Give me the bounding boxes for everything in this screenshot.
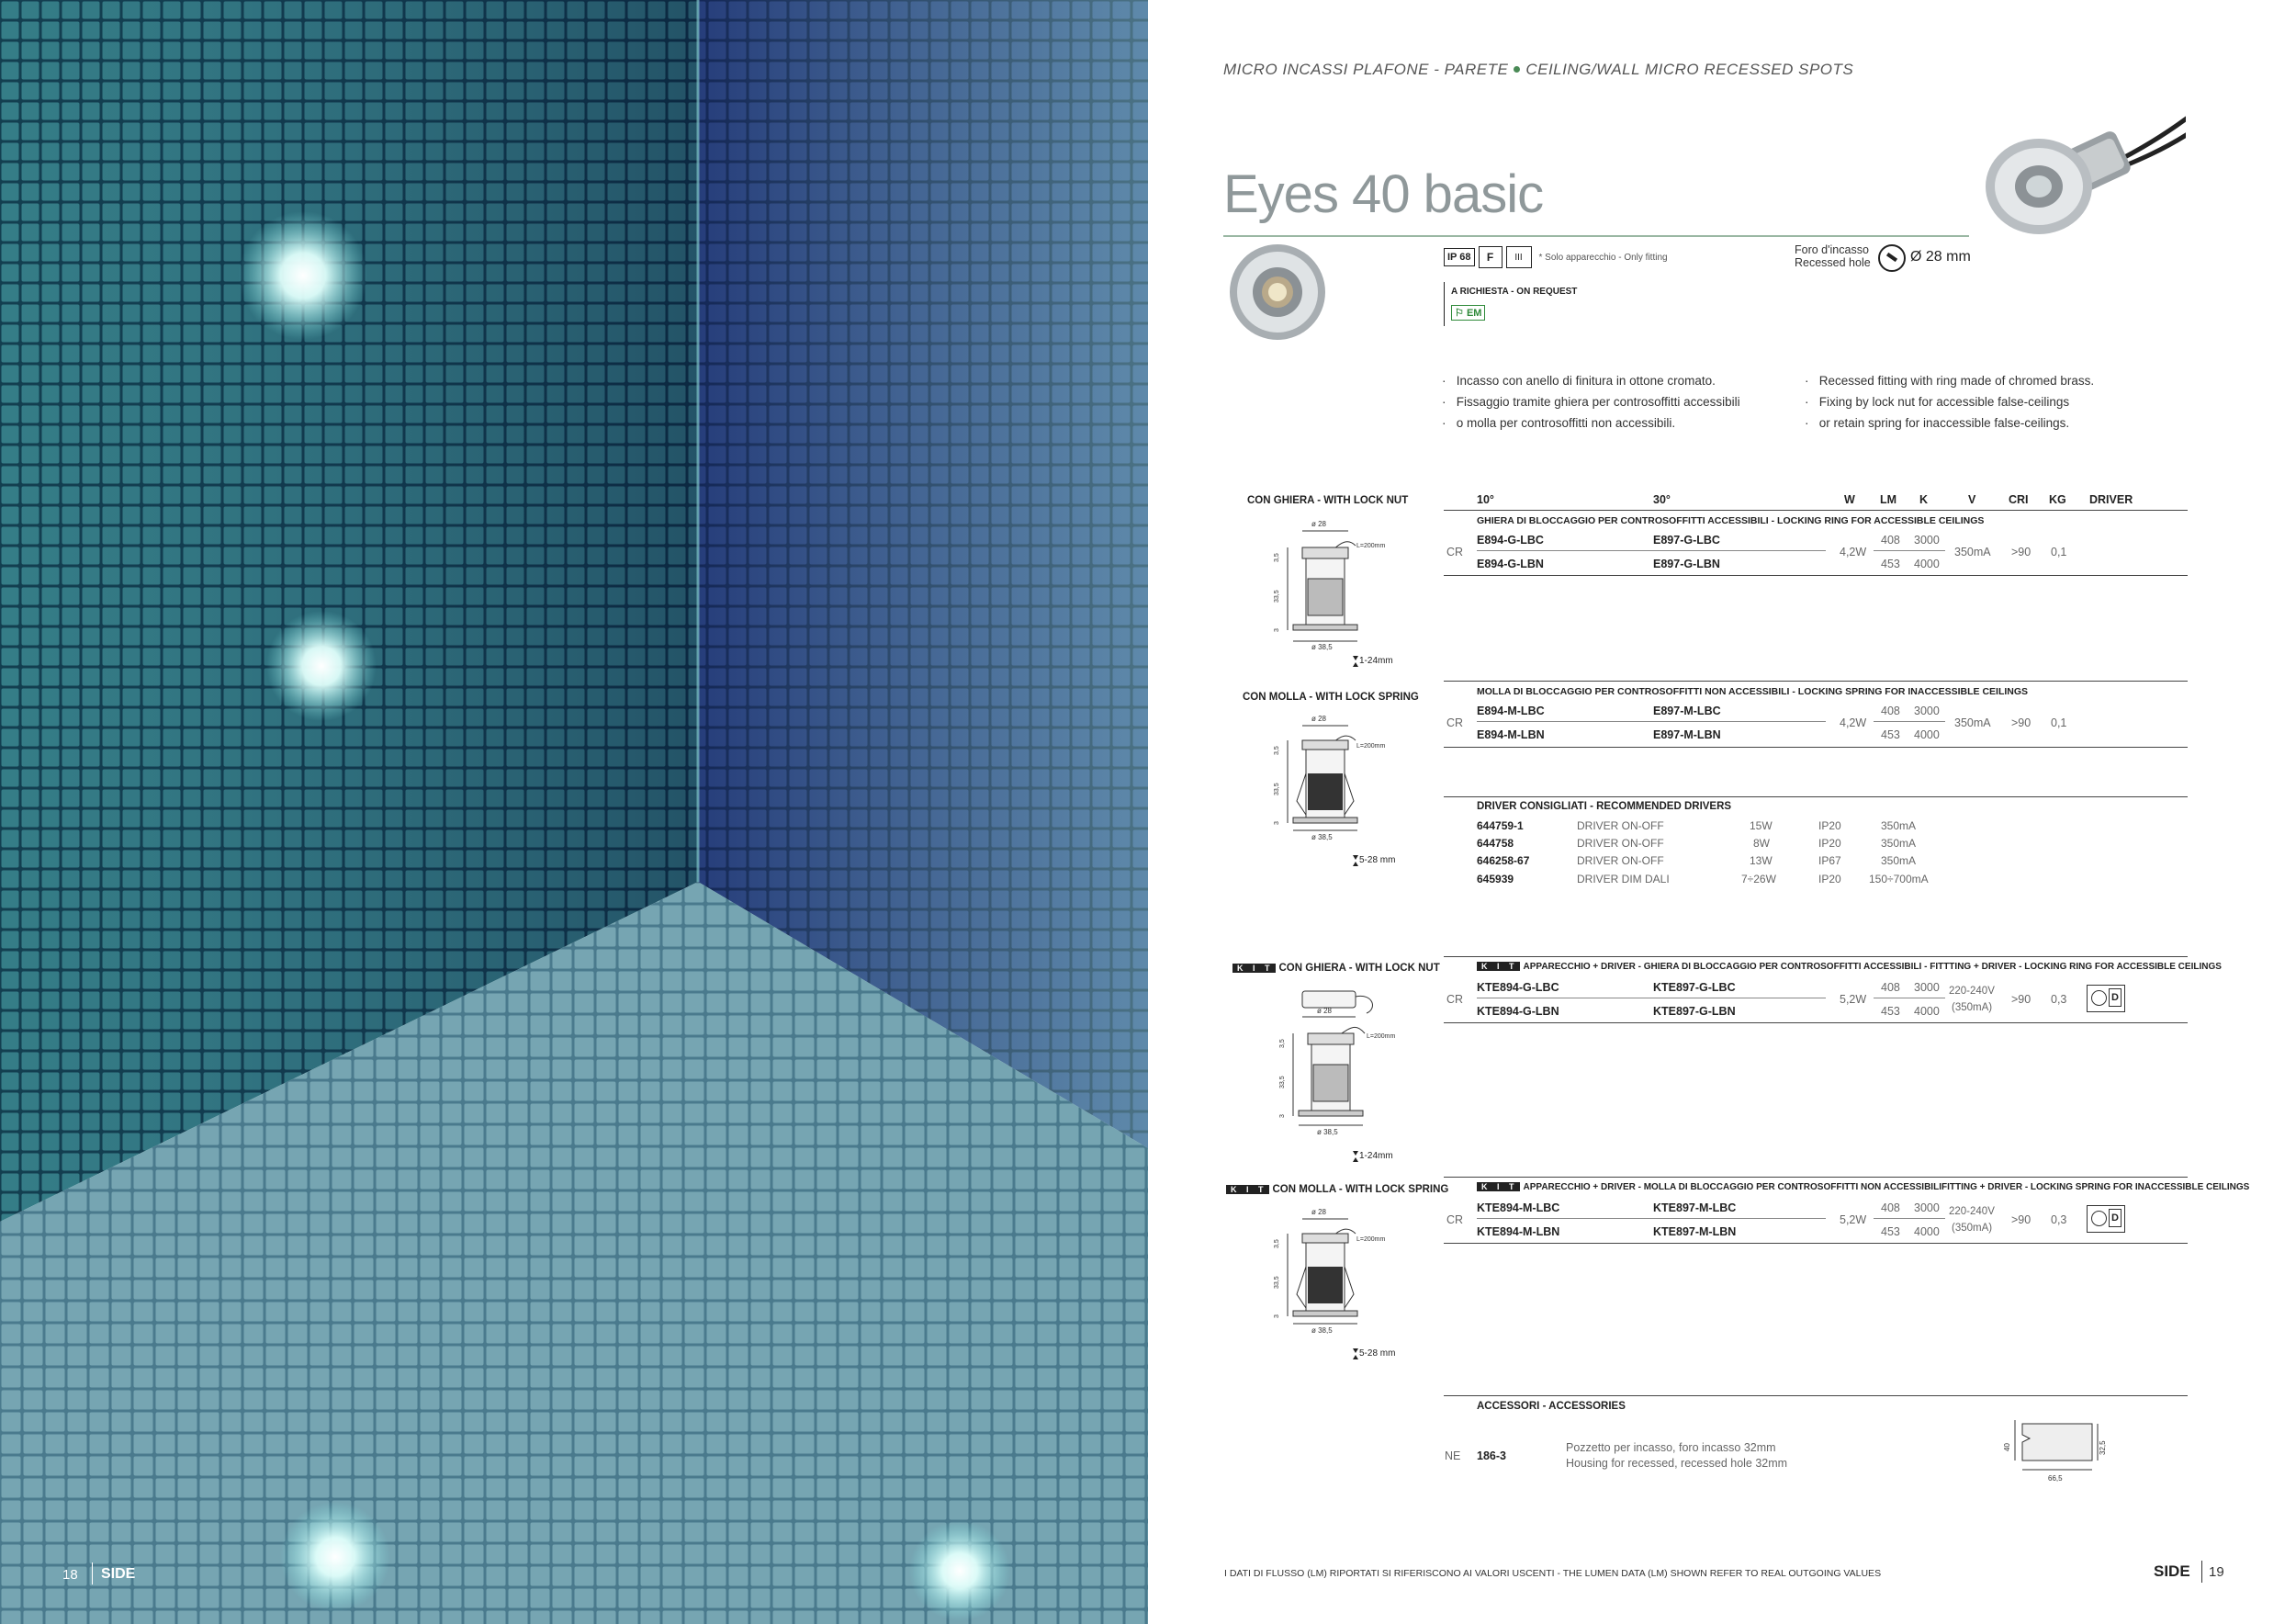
- section-caption: [1477, 962, 2222, 972]
- row-rule: [1477, 550, 1826, 551]
- range-arrow-icon: [1353, 656, 1358, 667]
- driver-type: DRIVER ON-OFF: [1577, 837, 1664, 850]
- lumen: 453: [1881, 728, 1900, 741]
- dim-bottom: ø 38,5: [1311, 643, 1333, 651]
- kelvin: 3000: [1914, 981, 1940, 994]
- code-30: KTE897-G-LBC: [1653, 981, 1736, 994]
- driver-icon: [2087, 1205, 2125, 1233]
- code-10: KTE894-M-LBN: [1477, 1225, 1560, 1238]
- wattage: 5,2W: [1840, 993, 1867, 1006]
- range-label: 1-24mm: [1359, 1151, 1393, 1161]
- dim-cable: L=200mm: [1356, 743, 1386, 750]
- col-driver: DRIVER: [2089, 493, 2133, 506]
- hole-size: Ø 28 mm: [1910, 249, 1971, 265]
- lumen: 408: [1881, 534, 1900, 547]
- voltage: 220-240V: [1949, 1206, 1995, 1217]
- voltage: 220-240V: [1949, 986, 1995, 997]
- weight: 0,3: [2051, 1213, 2067, 1226]
- dim-cable: L=200mm: [1356, 1236, 1386, 1243]
- lm-rule: [1874, 721, 1945, 722]
- lumen-footnote: I DATI DI FLUSSO (LM) RIPORTATI SI RIFERISCONO AI VALORI USCENTI - THE LUMEN DATA (LM) SHOWN REFER TO REAL OUTGOING VALUES: [1224, 1568, 1882, 1579]
- voltage-current: (350mA): [1952, 1223, 1993, 1234]
- kit-badge: K I T: [1226, 1185, 1269, 1194]
- cri: >90: [2011, 716, 2032, 729]
- cri: >90: [2011, 1213, 2032, 1226]
- description-en: [1805, 370, 2094, 434]
- accessory-desc-en: Housing for recessed, recessed hole 32mm: [1566, 1457, 1788, 1470]
- driver-clock-icon: [2091, 990, 2107, 1006]
- code-30: E897-G-LBN: [1653, 558, 1720, 570]
- driver-type: DRIVER ON-OFF: [1577, 819, 1664, 832]
- code-30: E897-M-LBC: [1653, 705, 1721, 717]
- driver-type: DRIVER ON-OFF: [1577, 854, 1664, 867]
- right-brand: SIDE: [2154, 1562, 2190, 1580]
- em-label: EM: [1466, 308, 1482, 319]
- desc-it-line: · Fissaggio tramite ghiera per controsoffitti accessibili: [1442, 395, 1740, 409]
- dim-top: ø 28: [1311, 715, 1327, 723]
- request-bar: [1444, 282, 1445, 326]
- wattage: 5,2W: [1840, 1213, 1867, 1226]
- dim-h2: 33,5: [1274, 783, 1280, 795]
- driver-ip: IP20: [1818, 819, 1841, 832]
- accessories-top-rule: [1444, 1395, 2188, 1396]
- drivers-caption: DRIVER CONSIGLIATI - RECOMMENDED DRIVERS: [1477, 801, 1732, 812]
- driver-code: 644759-1: [1477, 819, 1524, 832]
- side-label: CON GHIERA - WITH LOCK NUT: [1247, 495, 1409, 506]
- code-30: E897-M-LBN: [1653, 728, 1721, 741]
- col-v: V: [1968, 493, 1976, 506]
- left-footer-divider: [92, 1562, 93, 1585]
- side-label: [1232, 963, 1440, 974]
- drill-bit-shape: [1886, 253, 1897, 262]
- code-30: KTE897-M-LBC: [1653, 1201, 1737, 1214]
- dim-cable: L=200mm: [1356, 543, 1386, 549]
- voltage: 350mA: [1954, 546, 1991, 558]
- driver-w: 13W: [1750, 854, 1773, 867]
- section-title-it: MICRO INCASSI PLAFONE - PARETE: [1223, 61, 1509, 78]
- code-10: KTE894-M-LBC: [1477, 1201, 1560, 1214]
- desc-en-line: · Fixing by lock nut for accessible false-ceilings: [1805, 395, 2070, 409]
- accessory-finish: NE: [1445, 1449, 1461, 1462]
- code-10: E894-M-LBN: [1477, 728, 1545, 741]
- code-10: E894-G-LBN: [1477, 558, 1544, 570]
- code-30: KTE897-M-LBN: [1653, 1225, 1737, 1238]
- hole-label-it: Foro d'incasso: [1795, 243, 1869, 256]
- section-caption-text: APPARECCHIO + DRIVER - GHIERA DI BLOCCAGGIO PER CONTROSOFFITTI ACCESSIBILI - FITTTING + DRIVER - LOCKING RING FOR ACCESSIBLE CEILINGS: [1523, 962, 2222, 972]
- driver-d-icon: D: [2109, 1209, 2122, 1227]
- col-cri: CRI: [2009, 493, 2029, 506]
- dim-h1: 3,5: [1274, 1239, 1280, 1248]
- driver-code: 645939: [1477, 873, 1514, 885]
- side-label-text: CON GHIERA - WITH LOCK NUT: [1278, 963, 1440, 974]
- code-10: KTE894-G-LBC: [1477, 981, 1559, 994]
- kelvin: 4000: [1914, 1225, 1940, 1238]
- lumen: 408: [1881, 705, 1900, 717]
- desc-it-text: o molla per controsoffitti non accessibili.: [1456, 416, 1676, 430]
- driver-ip: IP20: [1818, 873, 1841, 885]
- finish: CR: [1446, 546, 1464, 558]
- recessed-hole-label: [1795, 243, 1871, 269]
- driver-icon: [2087, 985, 2125, 1012]
- code-30: E897-G-LBC: [1653, 534, 1720, 547]
- dim-h3: 3: [1279, 1114, 1286, 1118]
- row-rule: [1477, 721, 1826, 722]
- desc-en-text: Recessed fitting with ring made of chromed brass.: [1818, 374, 2095, 388]
- kelvin: 4000: [1914, 728, 1940, 741]
- driver-out: 150÷700mA: [1869, 873, 1929, 885]
- side-label: CON MOLLA - WITH LOCK SPRING: [1243, 692, 1419, 703]
- kelvin: 3000: [1914, 534, 1940, 547]
- description-it: [1442, 370, 1740, 434]
- desc-it-line: · Incasso con anello di finitura in ottone cromato.: [1442, 374, 1716, 388]
- code-10: E894-M-LBC: [1477, 705, 1545, 717]
- running-man-icon: ⚐: [1455, 308, 1464, 319]
- col-k: K: [1919, 493, 1929, 506]
- section-top-rule: [1444, 956, 2188, 957]
- driver-type: DRIVER DIM DALI: [1577, 873, 1670, 885]
- side-label: [1226, 1184, 1448, 1195]
- dim-h2: 33,5: [1274, 590, 1280, 603]
- voltage-current: (350mA): [1952, 1002, 1993, 1013]
- fitting-note: * Solo apparecchio - Only fitting: [1538, 252, 1668, 263]
- section-caption-text: APPARECCHIO + DRIVER - MOLLA DI BLOCCAGGIO PER CONTROSOFFITTI NON ACCESSIBILIFITTING + DRIVER - LOCKING SPRING FOR INACCESSIBLE CEILINGS: [1523, 1182, 2250, 1192]
- dim-bottom: ø 38,5: [1317, 1128, 1338, 1136]
- desc-it-text: Fissaggio tramite ghiera per controsoffitti accessibili: [1456, 395, 1740, 409]
- ip-badge-icon: IP 68: [1444, 248, 1475, 266]
- wattage: 4,2W: [1840, 716, 1867, 729]
- certification-icons: [1444, 246, 1668, 268]
- f-class-label: F: [1486, 251, 1494, 264]
- dim-bottom: ø 38,5: [1311, 833, 1333, 841]
- weight: 0,1: [2051, 716, 2067, 729]
- product-title: Eyes 40 basic: [1223, 164, 1544, 224]
- product-photo: [1975, 99, 2186, 246]
- housing-drawing: [2002, 1415, 2112, 1488]
- header-rule: [1444, 510, 2188, 511]
- section-bottom-rule: [1444, 1022, 2188, 1023]
- dim-h3: 3: [1274, 821, 1280, 825]
- side-label-text: CON MOLLA - WITH LOCK SPRING: [1272, 1184, 1449, 1195]
- finish: CR: [1446, 1213, 1464, 1226]
- lumen: 408: [1881, 1201, 1900, 1214]
- range-arrow-icon: [1353, 855, 1358, 866]
- driver-ip: IP20: [1818, 837, 1841, 850]
- driver-d-icon: D: [2109, 988, 2122, 1007]
- section-bottom-rule: [1444, 1243, 2188, 1244]
- range-arrow-icon: [1353, 1348, 1358, 1359]
- kit-lock-spring-drawing: [1267, 1202, 1405, 1363]
- dim-h2: 33,5: [1274, 1276, 1280, 1289]
- dim-cable: L=200mm: [1367, 1033, 1396, 1040]
- dim-h1: 3,5: [1274, 553, 1280, 562]
- section-caption: GHIERA DI BLOCCAGGIO PER CONTROSOFFITTI ACCESSIBILI - LOCKING RING FOR ACCESSIBLE CEILINGS: [1477, 515, 1985, 526]
- row-rule: [1477, 1218, 1826, 1219]
- accessory-code: 186-3: [1477, 1449, 1506, 1462]
- driver-out: 350mA: [1881, 819, 1917, 832]
- class-three-label: III: [1514, 252, 1523, 263]
- kit-badge: K I T: [1477, 1182, 1520, 1191]
- right-footer-divider: [2201, 1561, 2202, 1583]
- desc-en-line: · or retain spring for inaccessible false-ceilings.: [1805, 416, 2070, 430]
- accessories-caption: ACCESSORI - ACCESSORIES: [1477, 1401, 1626, 1412]
- f-class-icon: [1479, 246, 1503, 268]
- title-rule: [1223, 235, 1969, 237]
- weight: 0,1: [2051, 546, 2067, 558]
- lm-rule: [1874, 1218, 1945, 1219]
- code-10: E894-G-LBC: [1477, 534, 1544, 547]
- finish: CR: [1446, 716, 1464, 729]
- kelvin: 4000: [1914, 1005, 1940, 1018]
- code-10: KTE894-G-LBN: [1477, 1005, 1559, 1018]
- section-caption: MOLLA DI BLOCCAGGIO PER CONTROSOFFITTI NON ACCESSIBILI - LOCKING SPRING FOR INACCESSIBLE CEILINGS: [1477, 686, 2029, 697]
- desc-en-text: Fixing by lock nut for accessible false-ceilings: [1818, 395, 2070, 409]
- desc-en-text: or retain spring for inaccessible false-ceilings.: [1818, 416, 2070, 430]
- kelvin: 3000: [1914, 1201, 1940, 1214]
- dim-h3: 3: [1274, 1314, 1280, 1318]
- lm-rule: [1874, 550, 1945, 551]
- range-arrow-icon: [1353, 1151, 1358, 1162]
- range-label: 5-28 mm: [1359, 1348, 1396, 1359]
- lumen: 453: [1881, 558, 1900, 570]
- wattage: 4,2W: [1840, 546, 1867, 558]
- dim-h3: 3: [1274, 628, 1280, 632]
- range-label: 1-24mm: [1359, 656, 1393, 666]
- kit-lock-nut-drawing: [1267, 986, 1433, 1165]
- catalog-page: [1148, 0, 2296, 1624]
- hole-label-en: Recessed hole: [1795, 256, 1871, 269]
- emergency-icon: [1451, 305, 1485, 321]
- lumen: 453: [1881, 1225, 1900, 1238]
- driver-out: 350mA: [1881, 854, 1917, 867]
- driver-ip: IP67: [1818, 854, 1841, 867]
- class-three-icon: [1506, 246, 1532, 268]
- lumen: 453: [1881, 1005, 1900, 1018]
- desc-it-line: · o molla per controsoffitti non accessibili.: [1442, 416, 1676, 430]
- dim-h2: 33,5: [1279, 1076, 1286, 1088]
- driver-out: 350mA: [1881, 837, 1917, 850]
- range-label: 5-28 mm: [1359, 855, 1396, 865]
- driver-code: 644758: [1477, 837, 1514, 850]
- kelvin: 4000: [1914, 558, 1940, 570]
- lumen: 408: [1881, 981, 1900, 994]
- col-10deg: 10°: [1477, 493, 1494, 506]
- cri: >90: [2011, 546, 2032, 558]
- dim-h1: 3,5: [1274, 746, 1280, 755]
- weight: 0,3: [2051, 993, 2067, 1006]
- dim-top: ø 28: [1317, 1007, 1333, 1015]
- driver-w: 8W: [1753, 837, 1770, 850]
- dim-bottom: ø 38,5: [1311, 1326, 1333, 1335]
- accessory-desc-it: Pozzetto per incasso, foro incasso 32mm: [1566, 1441, 1776, 1454]
- cri: >90: [2011, 993, 2032, 1006]
- on-request-label: A RICHIESTA - ON REQUEST: [1451, 287, 1578, 297]
- left-page-number: 18: [62, 1567, 78, 1583]
- code-30: KTE897-G-LBN: [1653, 1005, 1736, 1018]
- col-lm: LM: [1880, 493, 1897, 506]
- col-w: W: [1844, 493, 1855, 506]
- dim-top: ø 28: [1311, 1208, 1327, 1216]
- kit-badge: K I T: [1477, 962, 1520, 971]
- right-page-number: 19: [2209, 1564, 2224, 1580]
- product-front-photo: [1224, 242, 1334, 343]
- section-title-en: CEILING/WALL MICRO RECESSED SPOTS: [1525, 61, 1854, 78]
- driver-w: 7÷26W: [1741, 873, 1776, 885]
- driver-w: 15W: [1750, 819, 1773, 832]
- dim-width: 66,5: [2048, 1474, 2063, 1483]
- section-caption: [1477, 1182, 2249, 1192]
- drivers-top-rule: [1444, 796, 2188, 797]
- dim-inner-height: 32,5: [2099, 1440, 2107, 1455]
- kelvin: 3000: [1914, 705, 1940, 717]
- section-bottom-rule: [1444, 747, 2188, 748]
- section-top-rule: [1444, 681, 2188, 682]
- col-30deg: 30°: [1653, 493, 1671, 506]
- dim-top: ø 28: [1311, 520, 1327, 528]
- section-dot: [1514, 66, 1520, 73]
- drill-icon: [1878, 244, 1906, 272]
- lock-spring-drawing: [1267, 709, 1405, 870]
- lock-nut-drawing: [1267, 514, 1405, 675]
- voltage: 350mA: [1954, 716, 1991, 729]
- desc-en-line: · Recessed fitting with ring made of chromed brass.: [1805, 374, 2095, 388]
- left-brand: SIDE: [101, 1566, 136, 1582]
- section-bottom-rule: [1444, 575, 2188, 576]
- driver-code: 646258-67: [1477, 854, 1530, 867]
- desc-it-text: Incasso con anello di finitura in ottone cromato.: [1456, 374, 1716, 388]
- driver-clock-icon: [2091, 1211, 2107, 1226]
- dim-height: 40: [2003, 1443, 2011, 1451]
- kit-badge: K I T: [1232, 964, 1276, 973]
- col-kg: KG: [2049, 493, 2066, 506]
- section-top-rule: [1444, 1177, 2188, 1178]
- finish: CR: [1446, 993, 1464, 1006]
- section-title: [1223, 61, 1853, 79]
- dim-h1: 3,5: [1279, 1039, 1286, 1048]
